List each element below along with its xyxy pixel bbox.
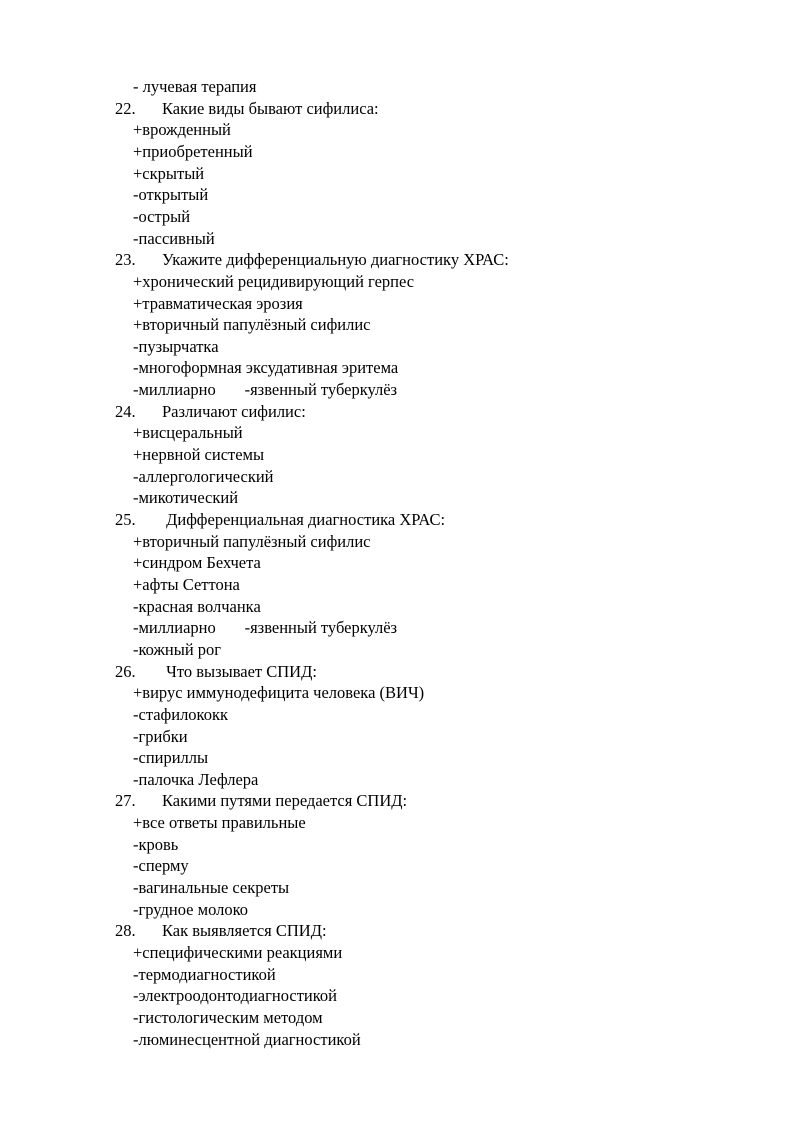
- question-text: Что вызывает СПИД:: [162, 661, 317, 681]
- answer-option: +скрытый: [133, 163, 205, 183]
- question-number: 28.: [115, 921, 136, 941]
- answer-option: -грибки: [133, 726, 188, 746]
- question-text: Различают сифилис:: [162, 401, 306, 421]
- answer-option: +афты Сеттона: [133, 574, 240, 594]
- question-text: Какие виды бывают сифилиса:: [162, 98, 379, 118]
- answer-option: - лучевая терапия: [133, 77, 257, 96]
- question-text: Дифференциальная диагностика ХРАС:: [162, 510, 446, 529]
- answer-option: +приобретенный: [133, 141, 253, 161]
- answer-option: -сперму: [133, 856, 189, 876]
- answer-option: +все ответы правильные: [133, 813, 306, 833]
- answer-option: -люминесцентной диагностикой: [133, 1029, 361, 1049]
- answer-option: -гистологическим методом: [133, 1007, 323, 1027]
- question-number: 25.: [115, 510, 136, 529]
- answer-option: +синдром Бехчета: [133, 553, 261, 573]
- answer-option: -грудное молоко: [133, 899, 249, 919]
- answer-option: -кожный рог: [133, 639, 222, 659]
- answer-option: -красная волчанка: [133, 596, 261, 616]
- answer-option: -микотический: [133, 488, 239, 508]
- question-number: 23.: [115, 250, 136, 270]
- answer-option: -открытый: [133, 185, 209, 205]
- question-number: 22.: [115, 98, 136, 118]
- question-text: Укажите дифференциальную диагностику ХРАС:: [162, 250, 509, 270]
- answer-option: -острый: [133, 206, 191, 226]
- answer-option: -стафилококк: [133, 704, 229, 724]
- answer-option: -пузырчатка: [133, 336, 219, 356]
- question-text: Как выявляется СПИД:: [162, 921, 327, 941]
- answer-option: +висцеральный: [133, 423, 243, 443]
- answer-option: -аллергологический: [133, 466, 274, 486]
- answer-option: -многоформная эксудативная эритема: [133, 358, 399, 378]
- answer-option: +вторичный папулёзный сифилис: [133, 531, 371, 551]
- answer-option: +хронический рецидивирующий герпес: [133, 271, 415, 291]
- question-number: 26.: [115, 661, 136, 681]
- answer-option: +вторичный папулёзный сифилис: [133, 315, 371, 335]
- answer-option: +вирус иммунодефицита человека (ВИЧ): [133, 683, 425, 703]
- question-text: Какими путями передается СПИД:: [162, 791, 408, 811]
- answer-option: -пассивный: [133, 228, 215, 248]
- answer-option: -спириллы: [133, 748, 209, 768]
- question-number: 27.: [115, 791, 136, 811]
- answer-option: +нервной системы: [133, 445, 265, 465]
- answer-option: -электроодонтодиагностикой: [133, 986, 337, 1006]
- answer-option: +врожденный: [133, 120, 231, 140]
- answer-option: -миллиарно -язвенный туберкулёз: [133, 380, 398, 400]
- answer-option: -термодиагностикой: [133, 964, 276, 984]
- answer-option: -палочка Лефлера: [133, 769, 259, 789]
- answer-option: -вагинальные секреты: [133, 878, 290, 898]
- answer-option: +травматическая эрозия: [133, 293, 303, 313]
- answer-option: +специфическими реакциями: [133, 943, 343, 962]
- answer-option: -миллиарно -язвенный туберкулёз: [133, 618, 398, 638]
- question-number: 24.: [115, 401, 136, 421]
- answer-option: -кровь: [133, 834, 179, 854]
